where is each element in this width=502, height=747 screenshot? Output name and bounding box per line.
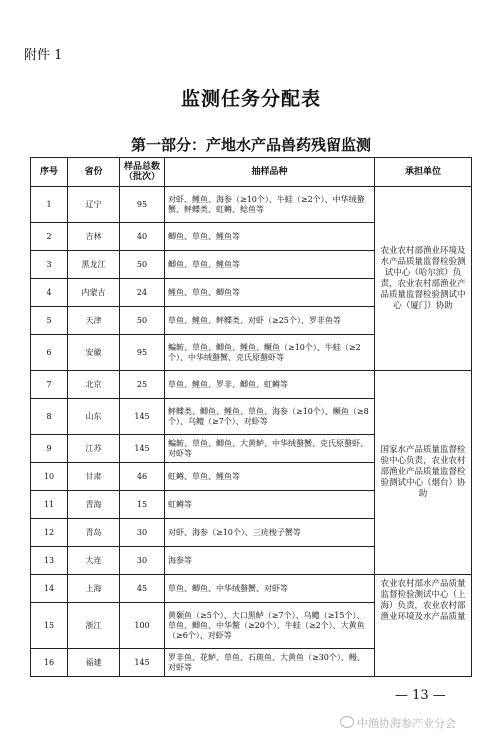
cell-no: 12	[31, 519, 68, 547]
cell-species: 对虾、海参（≥10个）、三疣梭子蟹等	[165, 519, 375, 547]
cell-species: 黄颡鱼（≥5个）、大口黑鲈（≥7个）、乌鳢（≥15个）、草鱼、鲫鱼、中华鳖（≥20个）、牛蛙（≥2个）、大黄鱼（≥6个）、对虾等	[165, 603, 375, 649]
cell-unit-group3: 农业农村部水产品质量监督检验测试中心（上海）负责，农业农村部渔业环境及水产品质量	[375, 575, 472, 677]
cell-species: 鲫鱼、草鱼、鲤鱼等	[165, 223, 375, 251]
cell-species: 鲤鱼、草鱼、鲫鱼等	[165, 279, 375, 307]
table-row	[31, 187, 472, 223]
cell-province: 吉林	[68, 223, 120, 251]
cell-species: 鳊鲂、草鱼、鲫鱼、鲤鱼、鳜鱼（≥10个）、牛蛙（≥2个）、中华绒螯蟹、克氏原螯虾等	[165, 335, 375, 371]
cell-species: 鲫鱼、草鱼、鲤鱼等	[165, 251, 375, 279]
cell-province: 山东	[68, 399, 120, 435]
cell-province: 浙江	[68, 603, 120, 649]
page-number: — 13 —	[395, 688, 446, 703]
header-province: 省份	[68, 158, 120, 187]
cell-species: 草鱼、鲫鱼、中华绒螯蟹、对虾等	[165, 575, 375, 603]
task-allocation-table	[30, 157, 472, 677]
document-title: 监测任务分配表	[180, 88, 321, 110]
cell-total: 145	[120, 649, 165, 677]
cell-province: 青岛	[68, 519, 120, 547]
cell-province: 甘肃	[68, 463, 120, 491]
cell-total: 95	[120, 187, 165, 223]
cell-species: 鳊鲂、草鱼、鲫鱼、大黄鲈、中华绒螯蟹、克氏原螯虾、对虾等	[165, 435, 375, 463]
cell-species: 罗非鱼、花鲈、草鱼、石斑鱼、大黄鱼（≥30个）、鳗、对虾等	[165, 649, 375, 677]
watermark-text: 中渔协海参产业分会	[357, 717, 456, 730]
cell-no: 8	[31, 399, 68, 435]
header-species: 抽样品种	[165, 158, 375, 187]
cell-province: 安徽	[68, 335, 120, 371]
part-title: 第一部分：产地水产品兽药残留监测	[130, 136, 371, 154]
cell-province: 黑龙江	[68, 251, 120, 279]
table-row	[31, 371, 472, 399]
table-row	[31, 575, 472, 603]
cell-no: 4	[31, 279, 68, 307]
cell-species: 鲆鲽类、鲫鱼、鲤鱼、草鱼、海参（≥10个）、鳜鱼（≥8个）、乌鳢（≥7个）、对虾等	[165, 399, 375, 435]
cell-no: 10	[31, 463, 68, 491]
cell-total: 50	[120, 307, 165, 335]
cell-no: 13	[31, 547, 68, 575]
cell-province: 青海	[68, 491, 120, 519]
cell-no: 1	[31, 187, 68, 223]
cell-no: 6	[31, 335, 68, 371]
table-header-row	[31, 158, 472, 187]
cell-total: 100	[120, 603, 165, 649]
cell-no: 3	[31, 251, 68, 279]
cell-total: 30	[120, 519, 165, 547]
cell-no: 5	[31, 307, 68, 335]
cell-species: 虹鳟、草鱼、鲤鱼等	[165, 463, 375, 491]
cell-species: 草鱼、鲤鱼、罗非、鲫鱼、虹鳟等	[165, 371, 375, 399]
cell-province: 内蒙古	[68, 279, 120, 307]
attachment-label: 附件 1	[24, 48, 63, 63]
cell-total: 40	[120, 223, 165, 251]
cell-total: 50	[120, 251, 165, 279]
cell-no: 14	[31, 575, 68, 603]
cell-total: 145	[120, 435, 165, 463]
cell-no: 16	[31, 649, 68, 677]
cell-total: 24	[120, 279, 165, 307]
cell-species: 对虾、鲤鱼、海参（≥10个）、牛蛙（≥2个）、中华绒螯蟹、鲆鲽类、虹鳟、鲶鱼等	[165, 187, 375, 223]
header-no: 序号	[31, 158, 68, 187]
cell-province: 上海	[68, 575, 120, 603]
watermark	[340, 715, 456, 731]
cell-total: 25	[120, 371, 165, 399]
cell-total: 30	[120, 547, 165, 575]
cell-province: 辽宁	[68, 187, 120, 223]
wechat-icon	[340, 716, 354, 728]
cell-species: 虹鳟等	[165, 491, 375, 519]
cell-province: 北京	[68, 371, 120, 399]
cell-total: 46	[120, 463, 165, 491]
header-unit: 承担单位	[375, 158, 472, 187]
cell-total: 45	[120, 575, 165, 603]
cell-total: 95	[120, 335, 165, 371]
cell-province: 江苏	[68, 435, 120, 463]
cell-species: 海参等	[165, 547, 375, 575]
cell-no: 2	[31, 223, 68, 251]
cell-total: 15	[120, 491, 165, 519]
cell-unit-group2: 国家水产品质量监督检验中心负责，农业农村部渔业产品质量监督检验测试中心（烟台）协助	[375, 371, 472, 575]
cell-province: 天津	[68, 307, 120, 335]
cell-province: 大连	[68, 547, 120, 575]
cell-province: 福建	[68, 649, 120, 677]
cell-species: 草鱼、鲤鱼、鲆鲽类、对虾（≥25个）、罗非鱼等	[165, 307, 375, 335]
cell-no: 15	[31, 603, 68, 649]
cell-no: 9	[31, 435, 68, 463]
cell-unit-group1: 农业农村部渔业环境及水产品质量监督检验测试中心（哈尔滨）负责，农业农村部渔业产品质量监督检验测试中心（厦门）协助	[375, 187, 472, 371]
cell-total: 145	[120, 399, 165, 435]
cell-no: 11	[31, 491, 68, 519]
header-total: 样品总数（批次）	[120, 158, 165, 187]
cell-no: 7	[31, 371, 68, 399]
